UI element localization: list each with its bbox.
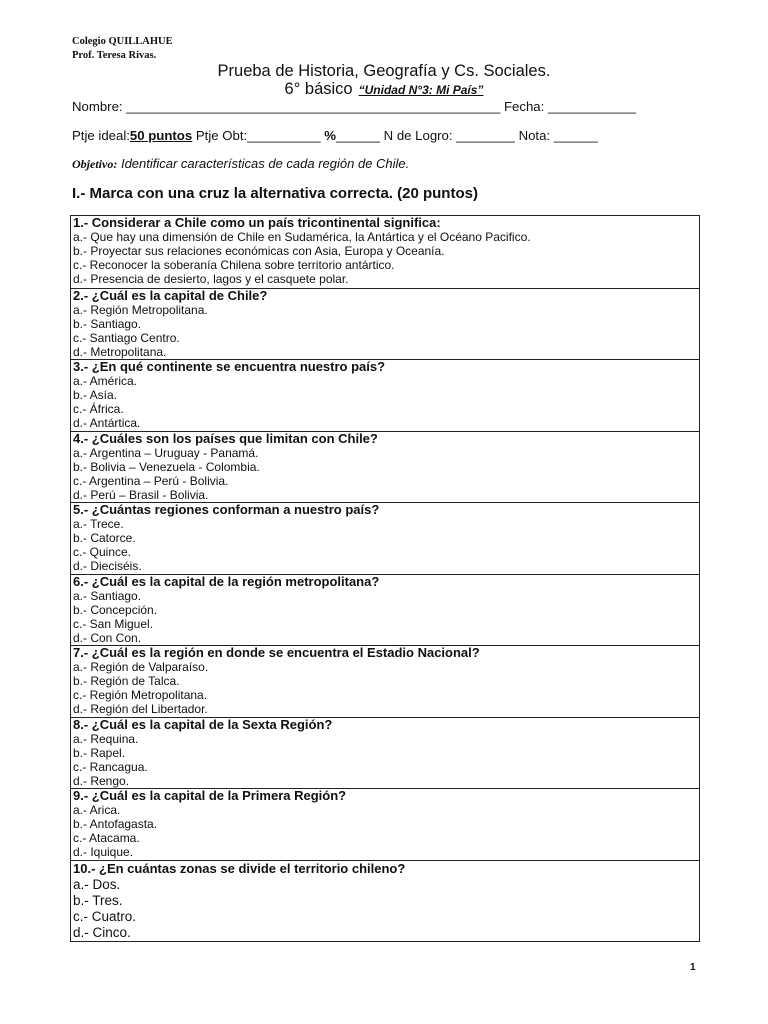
questions-table [70,215,700,942]
answer-option[interactable]: a.- Que hay una dimensión de Chile en Sudamérica, la Antártica y el Océano Pacifico. [73,230,531,244]
answer-option[interactable]: d.- Perú – Brasil - Bolivia. [73,488,209,502]
question-text: 8.- ¿Cuál es la capital de la Sexta Región? [73,718,333,732]
answer-option[interactable]: b.- Santiago. [73,317,142,331]
question-row [71,861,700,942]
question-text: 9.- ¿Cuál es la capital de la Primera Región? [73,789,347,803]
answer-option[interactable]: a.- Trece. [73,517,124,531]
question-row [71,503,700,575]
answer-option[interactable]: d.- Metropolitana. [73,345,167,359]
question-cell [71,216,700,289]
objective-text: Identificar características de cada región de Chile. [120,156,410,171]
answer-option[interactable]: b.- Tres. [73,893,123,908]
exam-title: Prueba de Historia, Geografía y Cs. Sociales. [217,62,551,80]
question-cell [71,718,700,789]
percent-label: % [324,128,336,143]
name-label: Nombre: [72,99,123,114]
answer-option[interactable]: b.- Región de Talca. [73,674,180,688]
answer-option[interactable]: a.- Región Metropolitana. [73,303,208,317]
answer-option[interactable]: a.- Arica. [73,803,121,817]
answer-option[interactable]: c.- Cuatro. [73,909,137,924]
objective-label: Objetivo: [72,157,118,171]
achievement-field[interactable]: ________ [456,128,515,143]
answer-option[interactable]: a.- Argentina – Uruguay - Panamá. [73,446,259,460]
page-number: 1 [690,962,696,973]
unit-title: “Unidad N°3: Mi País” [358,83,484,97]
question-row [71,289,700,360]
objective-row [72,156,409,172]
answer-option[interactable]: d.- Antártica. [73,416,141,430]
answer-option[interactable]: a.- América. [73,374,138,388]
question-row [71,360,700,432]
percent-field[interactable]: ______ [335,128,380,143]
question-text: 7.- ¿Cuál es la región en donde se encuentra el Estadio Nacional? [73,646,480,660]
answer-option[interactable]: b.- Catorce. [73,531,136,545]
school-header [72,35,173,63]
answer-option[interactable]: a.- Región de Valparaíso. [73,660,209,674]
answer-option[interactable]: c.- Reconocer la soberanía Chilena sobre territorio antártico. [73,258,395,272]
answer-option[interactable]: b.- Antofagasta. [73,817,158,831]
question-row [71,216,700,289]
answer-option[interactable]: d.- Presencia de desierto, lagos y el casquete polar. [73,272,349,286]
answer-option[interactable]: d.- Rengo. [73,774,130,788]
question-cell [71,432,700,503]
question-cell [71,575,700,646]
question-text: 6.- ¿Cuál es la capital de la región metropolitana? [73,575,380,589]
answer-option[interactable]: c.- Región Metropolitana. [73,688,208,702]
question-row [71,432,700,503]
question-row [71,789,700,861]
answer-option[interactable]: d.- Con Con. [73,631,142,645]
score-row [72,128,598,143]
answer-option[interactable]: c.- Rancagua. [73,760,148,774]
grade-field[interactable]: ______ [553,128,598,143]
question-text: 3.- ¿En qué continente se encuentra nuestro país? [73,360,386,374]
question-cell [71,646,700,718]
section-title: I.- Marca con una cruz la alternativa correcta. (20 puntos) [72,185,478,202]
answer-option[interactable]: d.- Región del Libertador. [73,702,208,716]
grade-label: Nota: [518,128,551,143]
answer-option[interactable]: b.- Bolivia – Venezuela - Colombia. [73,460,260,474]
achievement-label: N de Logro: [383,128,453,143]
question-text: 1.- Considerar a Chile como un país tricontinental significa: [73,216,441,230]
answer-option[interactable]: d.- Iquique. [73,845,134,859]
answer-option[interactable]: d.- Dieciséis. [73,559,142,573]
answer-option[interactable]: d.- Cinco. [73,925,131,940]
question-text: 4.- ¿Cuáles son los países que limitan con Chile? [73,432,378,446]
answer-option[interactable]: c.- Quince. [73,545,132,559]
obtained-score-label: Ptje Obt: [195,128,248,143]
question-cell [71,861,700,942]
ideal-score-value: 50 puntos [129,128,193,143]
answer-option[interactable]: b.- Rapel. [73,746,126,760]
answer-option[interactable]: b.- Concepción. [73,603,158,617]
question-cell [71,289,700,360]
question-text: 5.- ¿Cuántas regiones conforman a nuestro país? [73,503,380,517]
question-cell [71,360,700,432]
grade-line [0,80,768,99]
answer-option[interactable]: c.- Argentina – Perú - Bolivia. [73,474,229,488]
answer-option[interactable]: a.- Santiago. [73,589,142,603]
ideal-score-label: Ptje ideal: [72,128,130,143]
grade-level: 6° básico [284,80,353,98]
answer-option[interactable]: c.- San Miguel. [73,617,154,631]
answer-option[interactable]: c.- Atacama. [73,831,140,845]
date-label: Fecha: [503,99,545,114]
answer-option[interactable]: a.- Dos. [73,877,121,892]
question-cell [71,789,700,861]
question-cell [71,503,700,575]
date-field[interactable]: ____________ [547,99,636,114]
question-row [71,575,700,646]
question-row [71,718,700,789]
name-field[interactable]: ___________________________________________________ [126,99,501,114]
question-text: 10.- ¿En cuántas zonas se divide el territorio chileno? [73,861,406,876]
question-text: 2.- ¿Cuál es la capital de Chile? [73,289,268,303]
answer-option[interactable]: b.- Proyectar sus relaciones económicas con Asia, Europa y Oceanía. [73,244,445,258]
obtained-score-field[interactable]: __________ [247,128,321,143]
teacher-name: Prof. Teresa Rivas. [72,50,157,61]
answer-option[interactable]: a.- Requina. [73,732,139,746]
school-name: Colegio QUILLAHUE [72,36,173,47]
answer-option[interactable]: b.- Asía. [73,388,118,402]
name-row [72,99,636,114]
answer-option[interactable]: c.- África. [73,402,124,416]
answer-option[interactable]: c.- Santiago Centro. [73,331,180,345]
question-row [71,646,700,718]
